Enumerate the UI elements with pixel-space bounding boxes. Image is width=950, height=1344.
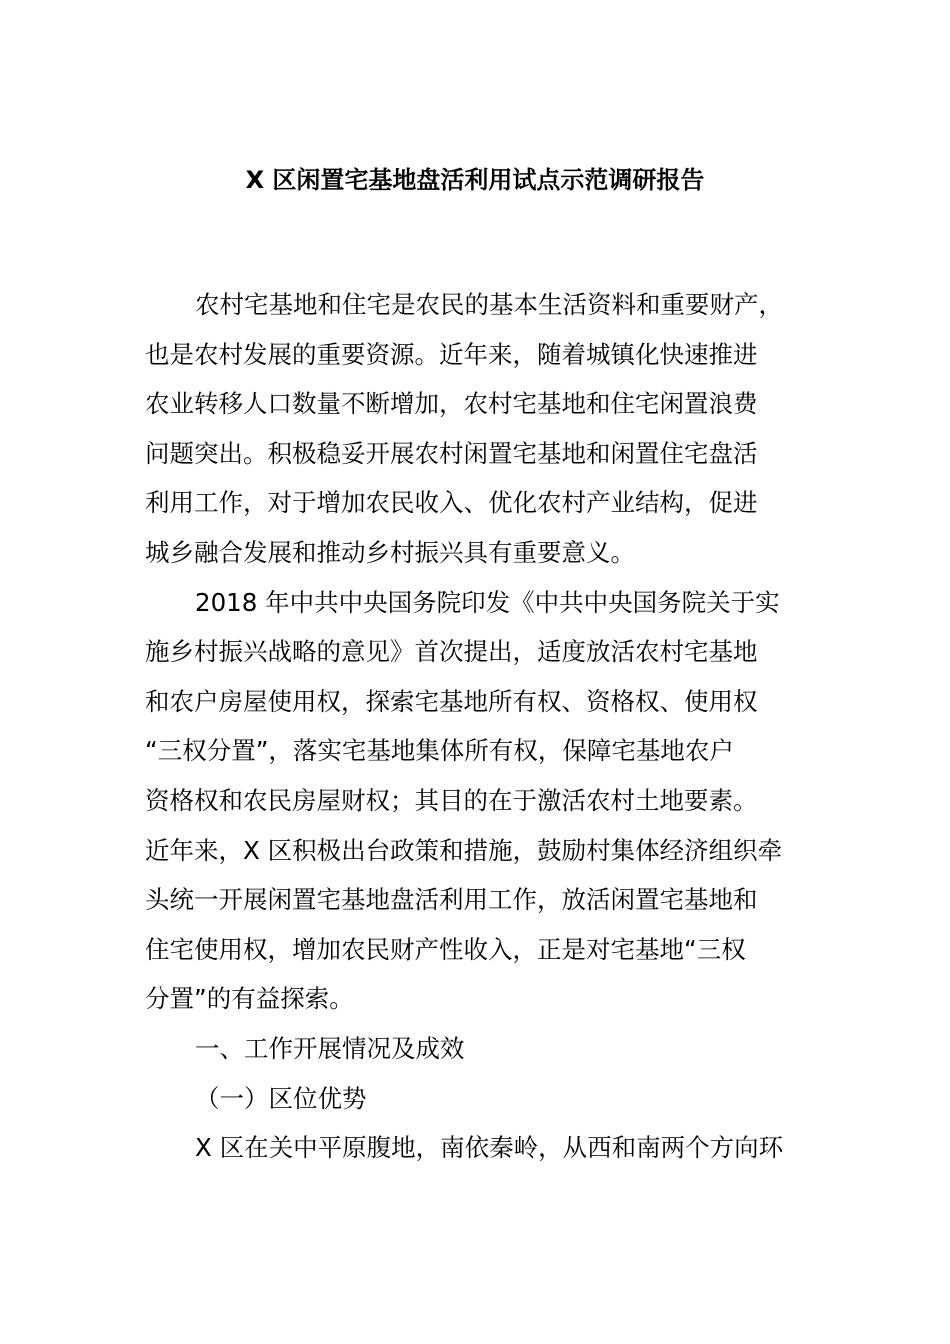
paragraph-line: 住宅使用权，增加农民财产性收入，正是对宅基地“三权	[145, 934, 746, 964]
section-heading: 一、工作开展情况及成效	[195, 1033, 465, 1063]
paragraph-line: 问题突出。积极稳妥开展农村闲置宅基地和闲置住宅盘活	[145, 438, 758, 468]
paragraph-line: 农村宅基地和住宅是农民的基本生活资料和重要财产，	[195, 290, 783, 319]
paragraph-line: 也是农村发展的重要资源。近年来，随着城镇化快速推进	[145, 339, 758, 369]
paragraph-line: X 区在关中平原腹地，南依秦岭，从西和南两个方向环	[195, 1133, 784, 1163]
document-title: X 区闲置宅基地盘活利用试点示范调研报告	[245, 166, 705, 194]
paragraph-line: 和农户房屋使用权，探索宅基地所有权、资格权、使用权	[145, 686, 758, 716]
paragraph-line: 2018 年中共中央国务院印发《中共中央国务院关于实	[195, 587, 780, 617]
paragraph-line: 分置”的有益探索。	[145, 984, 354, 1014]
paragraph-line: 利用工作，对于增加农民收入、优化农村产业结构，促进	[145, 488, 758, 518]
subsection-heading: （一）区位优势	[195, 1083, 367, 1113]
paragraph-line: “三权分置”，落实宅基地集体所有权，保障宅基地农户	[145, 736, 734, 766]
paragraph-line: 农业转移人口数量不断增加，农村宅基地和住宅闲置浪费	[145, 389, 758, 419]
paragraph-line: 施乡村振兴战略的意见》首次提出，适度放活农村宅基地	[145, 637, 758, 667]
paragraph-line: 资格权和农民房屋财权；其目的在于激活农村土地要素。	[145, 785, 758, 815]
document-body	[145, 280, 835, 1173]
paragraph-line: 近年来，X 区积极出台政策和措施，鼓励村集体经济组织牵	[145, 835, 783, 865]
paragraph-line: 城乡融合发展和推动乡村振兴具有重要意义。	[145, 537, 635, 567]
paragraph-line: 头统一开展闲置宅基地盘活利用工作，放活闲置宅基地和	[145, 885, 758, 915]
